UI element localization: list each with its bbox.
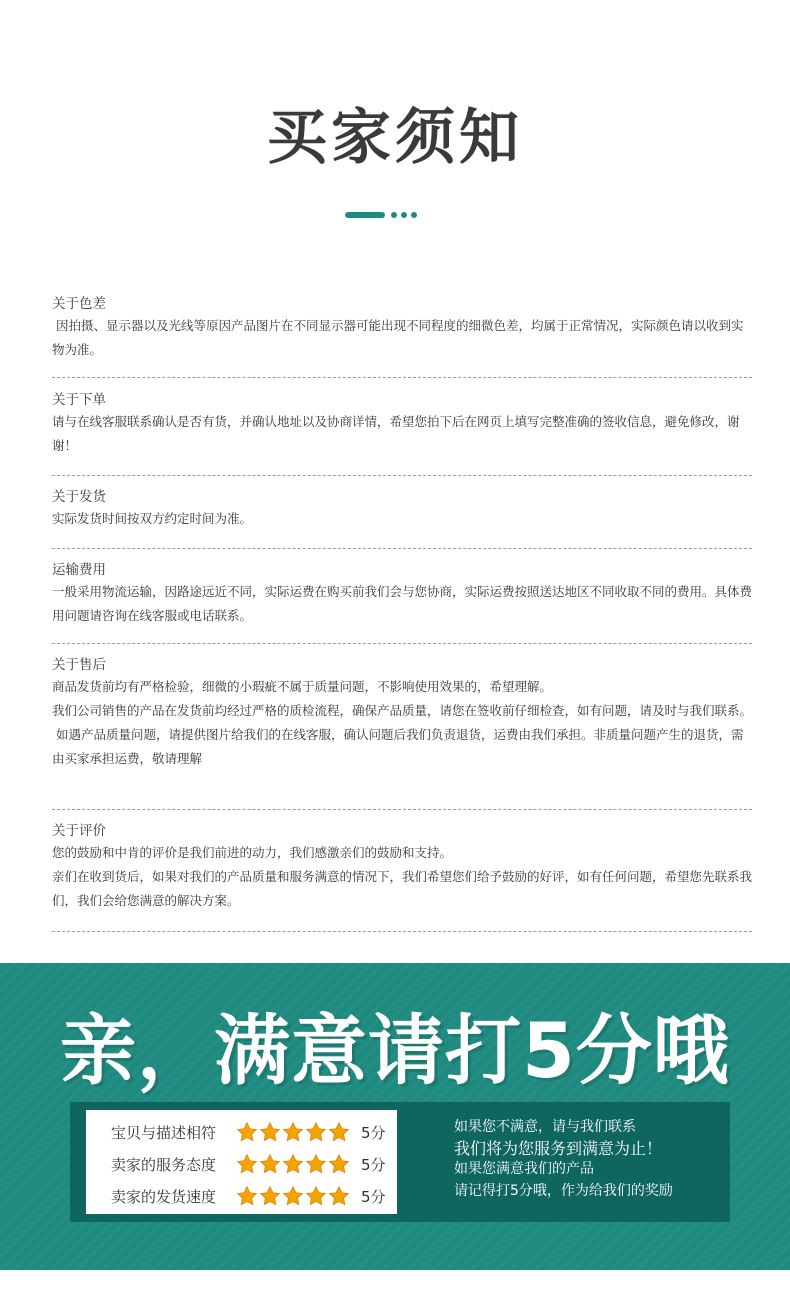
star-icon [259,1153,281,1175]
decoration-dot [411,212,417,218]
star-icon [328,1153,350,1175]
rating-score: 5分 [361,1155,386,1174]
rating-banner [0,963,790,1270]
section-paragraph: 您的鼓励和中肯的评价是我们前进的动力，我们感激亲们的鼓励和支持。 [52,845,453,860]
star-icon [328,1185,350,1207]
decoration-dot [391,212,397,218]
section-paragraph: 请与在线客服联系确认是否有货，并确认地址以及协商详情，希望您拍下后在网页上填写完整准确的签收信息，避免修改，谢谢！ [52,414,740,453]
section-divider [52,931,752,932]
section-divider [52,548,752,549]
banner-message: 我们将为您服务到满意为止！ [454,1139,663,1158]
section-paragraph: 一般采用物流运输，因路途远近不同，实际运费在购买前我们会与您协商，实际运费按照送达地区不同收取不同的费用。具体费用问题请咨询在线客服或电话联系。 [52,584,753,623]
section-divider [52,643,752,644]
section-heading: 运输费用 [52,562,106,578]
notice-after-sales [52,655,752,771]
star-icon [305,1153,327,1175]
star-icon [305,1121,327,1143]
rating-score: 5分 [361,1187,386,1206]
title-decoration [345,211,421,219]
banner-message: 请记得打5分哦，作为给我们的奖励 [454,1183,673,1199]
star-icon [305,1185,327,1207]
rating-label: 宝贝与描述相符 [111,1123,217,1142]
section-heading: 关于发货 [52,489,106,505]
section-paragraph: 如遇产品质量问题，请提供图片给我们的在线客服，确认问题后我们负责退货，运费由我们承担。非质量问题产生的退货，需由买家承担运费，敬请理解 [52,727,744,766]
notice-shipping [52,487,752,531]
rating-row [111,1152,386,1176]
star-rating [236,1121,351,1143]
star-icon [236,1121,258,1143]
section-paragraph: 因拍摄、显示器以及光线等原因产品图片在不同显示器可能出现不同程度的细微色差，均属于正常情况，实际颜色请以收到实物为准。 [52,318,744,357]
star-rating [236,1153,351,1175]
rating-box [70,1102,730,1222]
rating-row [111,1120,386,1144]
section-divider [52,377,752,378]
star-icon [282,1153,304,1175]
star-icon [259,1121,281,1143]
section-paragraph: 商品发货前均有严格检验，细微的小瑕疵不属于质量问题，不影响使用效果的，希望理解。 [52,679,553,694]
star-icon [259,1185,281,1207]
banner-message: 如果您满意我们的产品 [454,1161,594,1177]
notice-freight [52,560,752,628]
rating-label: 卖家的发货速度 [111,1187,217,1206]
section-heading: 关于下单 [52,392,106,408]
page-title: 买家须知 [267,103,523,173]
star-icon [282,1121,304,1143]
rating-card [86,1110,397,1214]
star-icon [328,1121,350,1143]
section-paragraph: 实际发货时间按双方约定时间为准。 [52,511,253,526]
section-paragraph: 亲们在收到货后，如果对我们的产品质量和服务满意的情况下，我们希望您们给予鼓励的好评，如有任何问题，希望您先联系我们，我们会给您满意的解决方案。 [52,869,753,908]
star-icon [236,1153,258,1175]
section-divider [52,809,752,810]
rating-score: 5分 [361,1123,386,1142]
banner-title: 亲，满意请打5分哦 [60,1006,730,1095]
star-rating [236,1185,351,1207]
banner-message: 如果您不满意，请与我们联系 [454,1119,636,1135]
section-heading: 关于评价 [52,823,106,839]
decoration-bar [345,212,385,218]
section-paragraph: 我们公司销售的产品在发货前均经过严格的质检流程，确保产品质量，请您在签收前仔细检查，如有问题，请及时与我们联系。 [52,703,753,718]
notice-reviews [52,821,752,913]
star-icon [282,1185,304,1207]
rating-row [111,1184,386,1208]
star-icon [236,1185,258,1207]
rating-label: 卖家的服务态度 [111,1155,217,1174]
notice-ordering [52,390,752,458]
section-heading: 关于售后 [52,657,106,673]
notice-color-difference [52,294,752,362]
section-divider [52,475,752,476]
section-heading: 关于色差 [52,296,106,312]
decoration-dot [401,212,407,218]
